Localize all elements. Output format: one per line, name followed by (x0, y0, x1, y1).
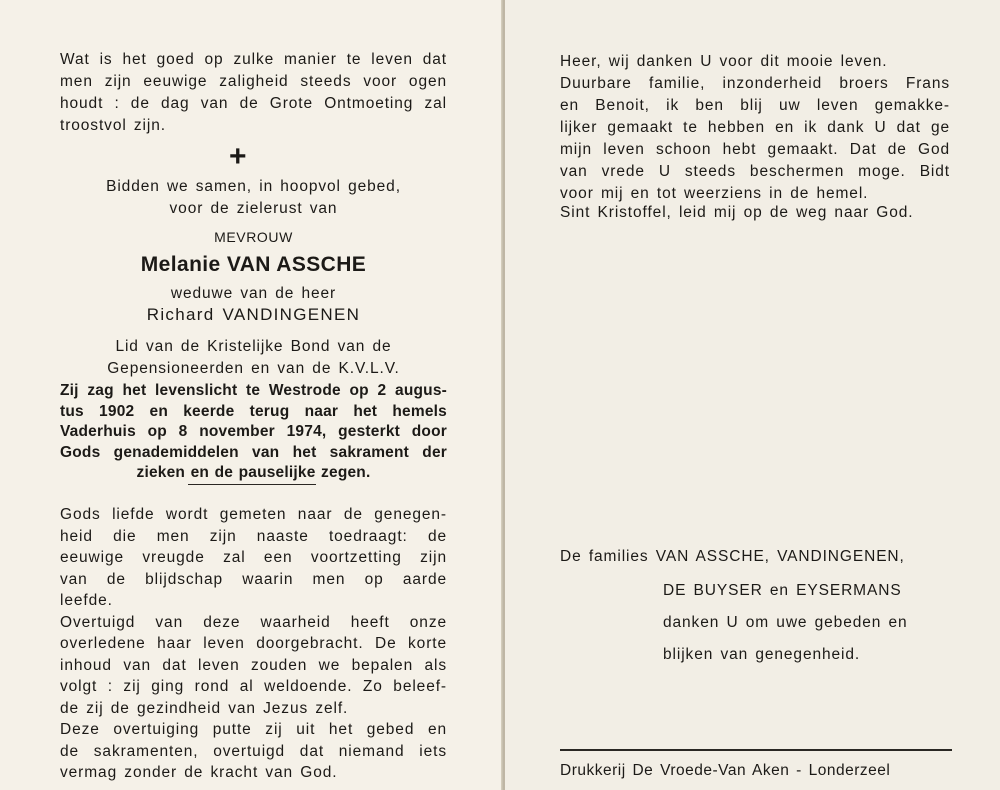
honorific-title: MEVROUW (214, 229, 293, 245)
families-line: DE BUYSER en EYSERMANS (663, 582, 902, 599)
thanks-line: van vrede U steeds beschermen moge. Bidt (560, 163, 950, 180)
life-paragraph (60, 381, 447, 484)
printer-credit: Drukkerij De Vroede-Van Aken - Londerzeel (560, 762, 891, 779)
families-line: danken U om uwe gebeden en (663, 614, 908, 631)
reflection-line: vermag zonder de kracht van God. (60, 764, 338, 781)
membership-line: Lid van de Kristelijke Bond van de (115, 338, 392, 355)
right-page (505, 0, 1000, 790)
thanks-line: en Benoit, ik ben blij uw leven gemakke- (560, 97, 950, 114)
prayer-request (60, 176, 447, 220)
reflection-line: inhoud van dat leven zouden we bepalen als (60, 656, 447, 674)
reflection-line: heid die men zijn naaste toedraagt: de (60, 527, 447, 545)
reflection-line: Overtuigd van deze waarheid heeft onze (60, 613, 447, 631)
life-line: Vaderhuis op 8 november 1974, gesterkt door (60, 423, 447, 440)
reflection-line: volgt : zij ging rond al weldoende. Zo beleef- (60, 678, 447, 695)
footer-rule (560, 749, 952, 751)
intro-line: Wat is het goed op zulke manier te leven dat (60, 51, 447, 68)
life-line: Zij zag het levenslicht te Westrode op 2 augus- (60, 382, 447, 399)
thanks-paragraph (560, 51, 950, 205)
reflection-line: Deze overtuiging putte zij uit het gebed en (60, 721, 447, 738)
reflection-line: overledene haar leven doorgebracht. De korte (60, 635, 447, 652)
families-line: blijken van genegenheid. (663, 646, 861, 663)
membership-paragraph (60, 336, 447, 380)
membership-line: Gepensioneerden en van de K.V.L.V. (107, 360, 400, 377)
intro-line: men zijn eeuwige zaligheid steeds voor ogen (60, 73, 447, 90)
life-line: zieken en de pauselijke zegen. (136, 464, 371, 481)
thanks-line: lijker gemaakt te hebben en ik dank U dat ge (560, 119, 950, 136)
reflection-paragraph (60, 504, 447, 784)
reflection-line: Gods liefde wordt gemeten naar de genegen- (60, 506, 447, 523)
reflection-line: de sakramenten, overtuigd dat niemand iets (60, 742, 447, 760)
thanks-line: mijn leven schoon hebt gemaakt. Dat de God (560, 141, 950, 158)
prayer-line: voor de zielerust van (169, 200, 338, 217)
life-line: tus 1902 en keerde terug naar het hemels (60, 402, 447, 420)
intro-line: houdt : de dag van de Grote Ontmoeting zal (60, 95, 447, 112)
families-line: De families VAN ASSCHE, VANDINGENEN, (560, 548, 905, 565)
thanks-line: Heer, wij danken U voor dit mooie leven. (560, 53, 888, 70)
thanks-line: voor mij en tot weerziens in de hemel. (560, 185, 869, 202)
thanks-line: Duurbare familie, inzonderheid broers Frans (560, 75, 950, 92)
deceased-name: Melanie VAN ASSCHE (140, 253, 367, 276)
reflection-line: van de blijdschap waarin men op aarde (60, 570, 447, 588)
life-line: Gods genademiddelen van het sakrament der (60, 443, 447, 461)
saint-invocation: Sint Kristoffel, leid mij op de weg naar God. (560, 204, 914, 221)
intro-line: troostvol zijn. (60, 117, 166, 134)
reflection-line: eeuwige vreugde zal een voortzetting zijn (60, 549, 447, 566)
widow-of-line: weduwe van de heer (170, 285, 337, 302)
reflection-line: de zij de gezindheid van Jezus zelf. (60, 699, 349, 717)
intro-paragraph (60, 49, 447, 137)
husband-name: Richard VANDINGENEN (146, 305, 361, 324)
reflection-line: leefde. (60, 592, 113, 609)
prayer-line: Bidden we samen, in hoopvol gebed, (106, 178, 401, 195)
cross-symbol: + (229, 140, 247, 173)
divider-line (188, 484, 316, 485)
